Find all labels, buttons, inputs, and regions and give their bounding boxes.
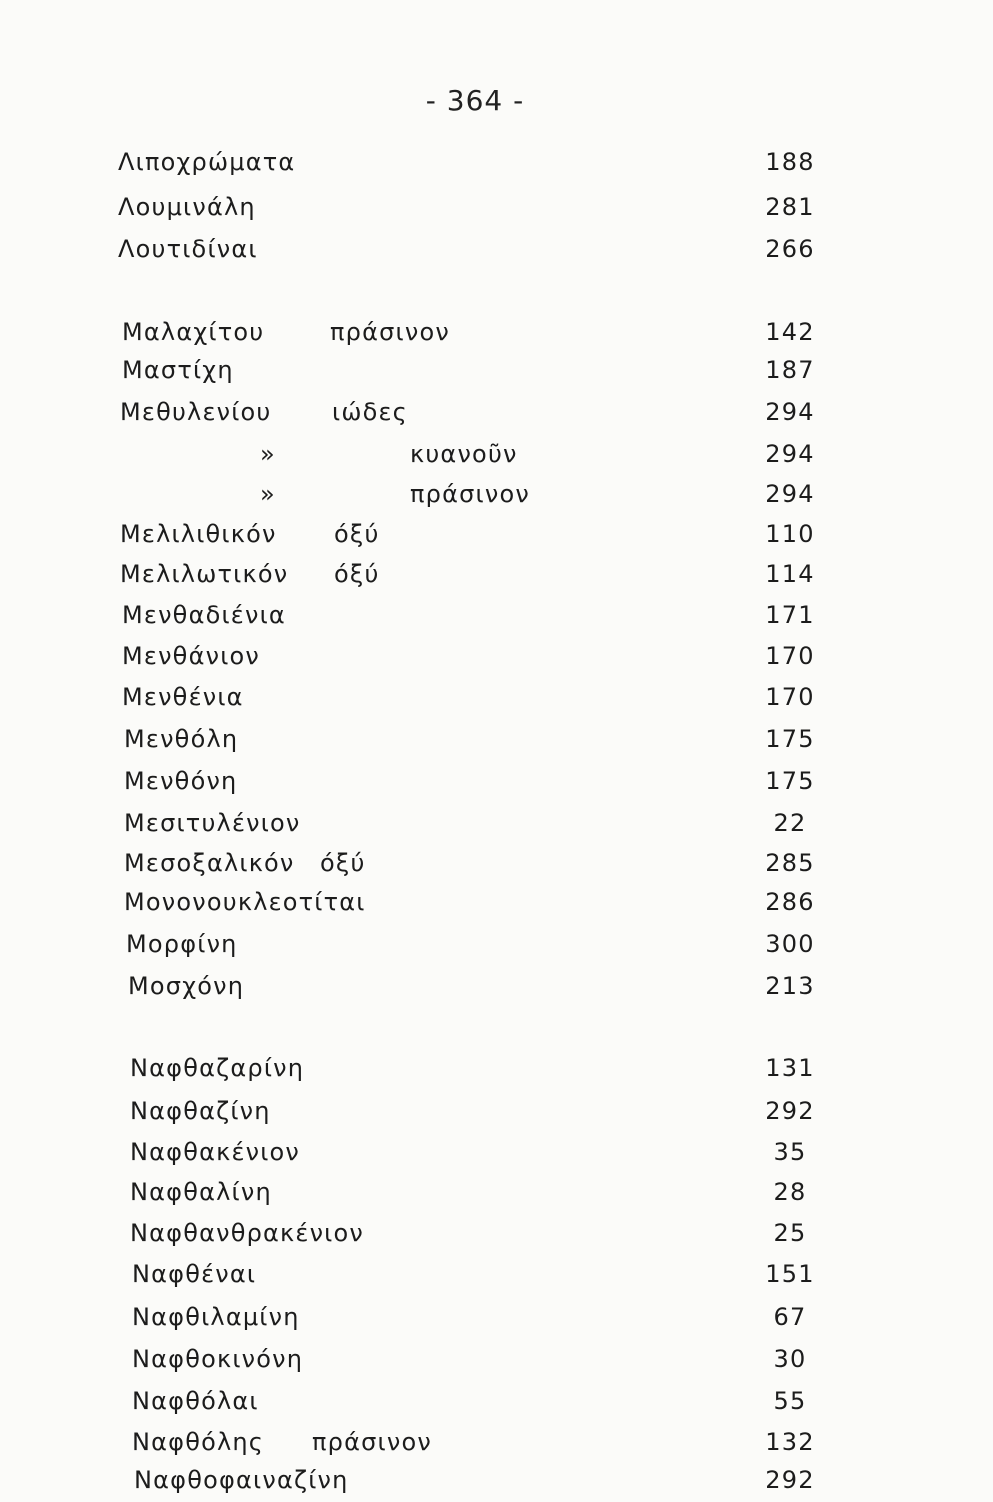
- entry-term: Μελιλιθικόν: [120, 520, 277, 548]
- entry-term: Λουτιδίναι: [118, 235, 258, 263]
- entry-page-number: 170: [765, 683, 815, 711]
- entry-page-number: 151: [765, 1260, 815, 1288]
- index-entry: [130, 1054, 830, 1090]
- entry-qualifier: πράσινον: [312, 1428, 432, 1456]
- index-entry: [122, 683, 822, 719]
- entry-term: Ναφθαλίνη: [130, 1178, 272, 1206]
- entry-term: Μαλαχίτου: [122, 318, 265, 346]
- entry-term: Μεσιτυλένιον: [124, 809, 301, 837]
- entry-page-number: 30: [773, 1345, 807, 1373]
- entry-page-number: 25: [773, 1219, 807, 1247]
- entry-qualifier: όξύ: [334, 560, 380, 588]
- entry-qualifier: όξύ: [334, 520, 380, 548]
- entry-page-number: 285: [765, 849, 815, 877]
- index-entry: [130, 1178, 830, 1214]
- entry-page-number: 294: [765, 398, 815, 426]
- index-entry: [124, 809, 824, 845]
- entry-page-number: 55: [773, 1387, 807, 1415]
- entry-page-number: 213: [765, 972, 815, 1000]
- entry-term: Ναφθακένιον: [130, 1138, 301, 1166]
- index-entry: [124, 725, 824, 761]
- entry-page-number: 142: [765, 318, 815, 346]
- index-entry: [122, 356, 822, 392]
- entry-term: Μενθαδιένια: [122, 601, 286, 629]
- index-entry: [122, 601, 822, 637]
- entry-term: Μελιλωτικόν: [120, 560, 289, 588]
- entry-term: Ναφθέναι: [132, 1260, 257, 1288]
- entry-qualifier: πράσινον: [330, 318, 450, 346]
- entry-page-number: 281: [765, 193, 815, 221]
- index-entry: [120, 520, 820, 556]
- entry-qualifier: κυανοῦν: [410, 440, 518, 468]
- entry-page-number: 292: [765, 1466, 815, 1494]
- index-entry: [118, 235, 818, 271]
- entry-page-number: 22: [773, 809, 807, 837]
- index-entry: [122, 318, 822, 354]
- index-entry: [128, 972, 828, 1008]
- entry-page-number: 132: [765, 1428, 815, 1456]
- index-entry: [190, 480, 890, 516]
- entry-term: Μενθόνη: [124, 767, 238, 795]
- entry-term: Μενθάνιον: [122, 642, 261, 670]
- index-entry: [124, 849, 824, 885]
- entry-term: »: [260, 440, 276, 468]
- entry-term: Λιποχρώματα: [118, 148, 296, 176]
- entry-page-number: 131: [765, 1054, 815, 1082]
- index-entry: [130, 1219, 830, 1255]
- index-entry: [132, 1345, 832, 1381]
- index-entry: [120, 560, 820, 596]
- index-entry: [120, 398, 820, 434]
- page-number: - 364 -: [425, 84, 525, 117]
- entry-term: Μαστίχη: [122, 356, 234, 384]
- index-entry: [130, 1138, 830, 1174]
- entry-term: Ναφθοκινόνη: [132, 1345, 304, 1373]
- entry-page-number: 170: [765, 642, 815, 670]
- entry-term: Μοσχόνη: [128, 972, 245, 1000]
- index-entry: [132, 1387, 832, 1423]
- entry-page-number: 175: [765, 767, 815, 795]
- entry-page-number: 266: [765, 235, 815, 263]
- entry-page-number: 292: [765, 1097, 815, 1125]
- entry-qualifier: ιώδες: [332, 398, 408, 426]
- entry-page-number: 67: [773, 1303, 807, 1331]
- entry-page-number: 114: [765, 560, 815, 588]
- entry-page-number: 171: [765, 601, 815, 629]
- index-entry: [130, 1097, 830, 1133]
- entry-page-number: 294: [765, 480, 815, 508]
- entry-term: Ναφθόλης: [132, 1428, 265, 1456]
- entry-qualifier: όξύ: [320, 849, 366, 877]
- index-entry: [132, 1303, 832, 1339]
- entry-term: »: [260, 480, 276, 508]
- entry-term: Μονονουκλεοτίται: [124, 888, 366, 916]
- entry-page-number: 300: [765, 930, 815, 958]
- entry-term: Λουμινάλη: [118, 193, 256, 221]
- entry-term: Μορφίνη: [126, 930, 238, 958]
- entry-page-number: 294: [765, 440, 815, 468]
- entry-term: Ναφθαζαρίνη: [130, 1054, 305, 1082]
- entry-page-number: 35: [773, 1138, 807, 1166]
- entry-page-number: 188: [765, 148, 815, 176]
- entry-page-number: 110: [765, 520, 815, 548]
- index-entry: [134, 1466, 834, 1502]
- entry-term: Ναφθαζίνη: [130, 1097, 271, 1125]
- index-entry: [132, 1260, 832, 1296]
- entry-page-number: 187: [765, 356, 815, 384]
- entry-term: Ναφθοφαιναζίνη: [134, 1466, 349, 1494]
- index-entry: [122, 642, 822, 678]
- index-entry: [118, 193, 818, 229]
- index-entry: [124, 888, 824, 924]
- entry-page-number: 175: [765, 725, 815, 753]
- index-entry: [124, 767, 824, 803]
- entry-term: Ναφθόλαι: [132, 1387, 259, 1415]
- entry-page-number: 286: [765, 888, 815, 916]
- entry-term: Μεθυλενίου: [120, 398, 272, 426]
- entry-term: Μεσοξαλικόν: [124, 849, 295, 877]
- entry-qualifier: πράσινον: [410, 480, 530, 508]
- index-entry: [190, 440, 890, 476]
- entry-page-number: 28: [773, 1178, 807, 1206]
- index-entry: [118, 148, 818, 184]
- entry-term: Μενθόλη: [124, 725, 239, 753]
- index-entry: [126, 930, 826, 966]
- index-entry: [132, 1428, 832, 1464]
- entry-term: Μενθένια: [122, 683, 244, 711]
- entry-term: Ναφθιλαμίνη: [132, 1303, 300, 1331]
- entry-term: Ναφθανθρακένιον: [130, 1219, 364, 1247]
